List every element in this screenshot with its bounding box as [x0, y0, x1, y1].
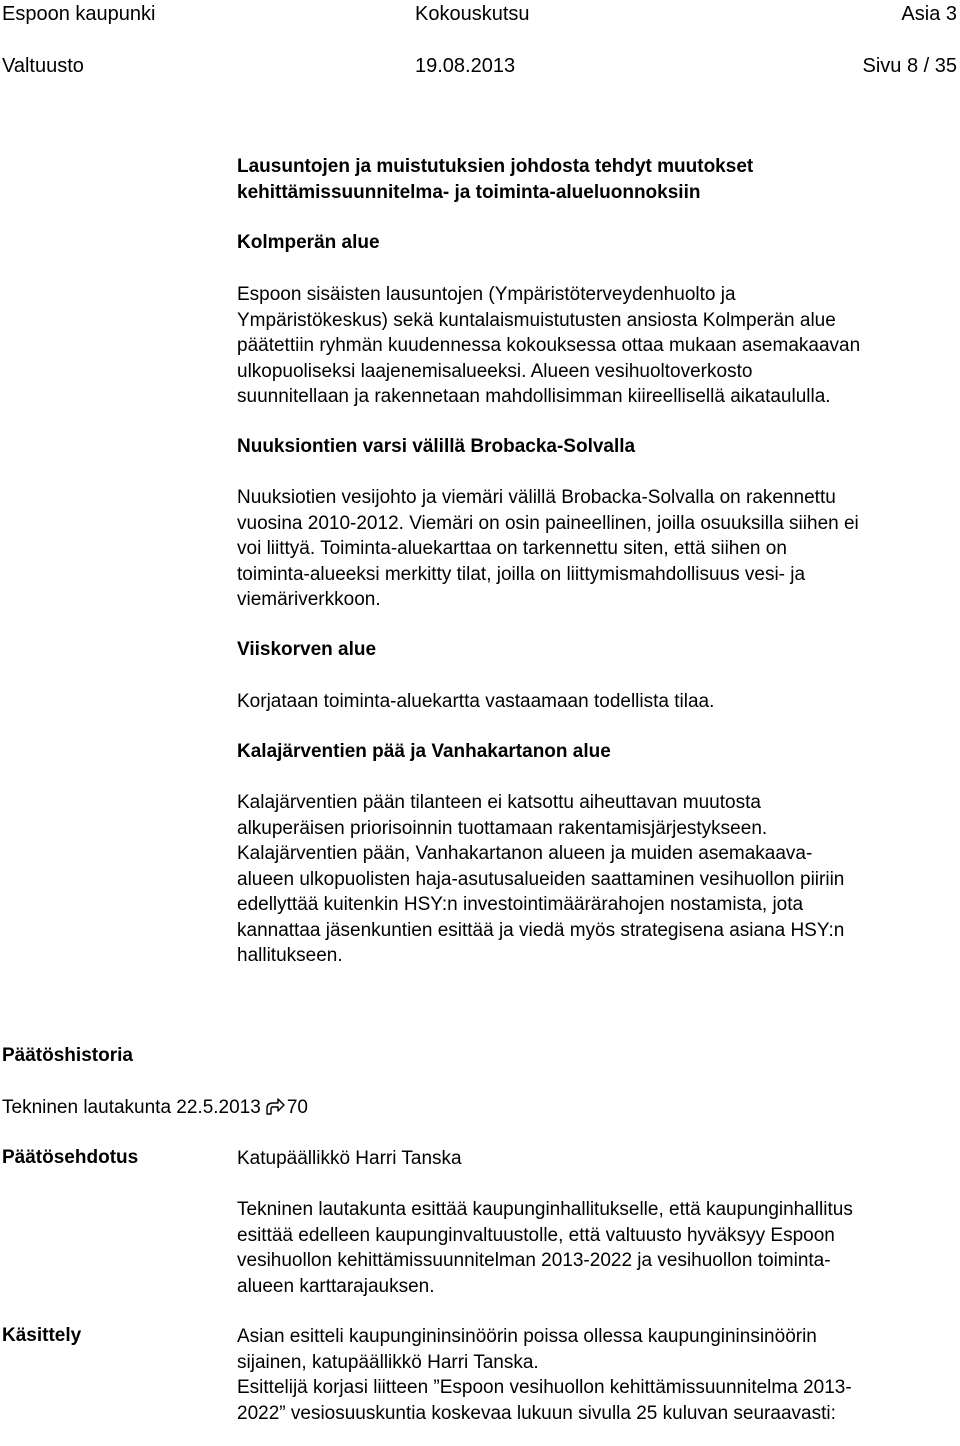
section-body-nuuksiontie	[237, 485, 859, 613]
handling-correction	[237, 1375, 852, 1426]
text-line: alueen ulkopuolisten haja-asutusalueiden saattaminen vesihuollon piiriin	[237, 868, 845, 890]
text-line: Ympäristökeskus) sekä kuntalaismuistutusten ansiosta Kolmperän alue	[237, 309, 836, 331]
section-heading-kolmpera: Kolmperän alue	[237, 232, 380, 253]
text-line: Kalajärventien pään tilanteen ei katsottu aiheuttavan muutosta	[237, 792, 761, 813]
proposal-body	[237, 1197, 853, 1299]
header-organization: Espoon kaupunki	[2, 3, 156, 25]
handling-body	[237, 1324, 817, 1375]
text-line: viemäriverkkoon.	[237, 589, 381, 610]
header-doc-type: Kokouskutsu	[415, 3, 530, 25]
text-line: esittää edelleen kaupunginvaltuustolle, että valtuusto hyväksyy Espoon	[237, 1224, 835, 1246]
section-heading-kalajarventie: Kalajärventien pää ja Vanhakartanon alue	[237, 741, 611, 762]
text-line: Esittelijä korjasi liitteen ”Espoon vesihuollon kehittämissuunnitelma 2013-	[237, 1377, 852, 1398]
arrow-icon	[265, 1098, 285, 1116]
text-line: Korjataan toiminta-aluekartta vastaamaan todellista tilaa.	[237, 691, 715, 712]
proposal-label: Päätösehdotus	[2, 1147, 139, 1168]
title-line: Lausuntojen ja muistutuksien johdosta tehdyt muutokset	[237, 156, 754, 177]
document-title	[237, 154, 753, 205]
header-date: 19.08.2013	[415, 55, 516, 77]
text-line: suunnitellaan ja rakennetaan mahdollisimman kiireellisellä aikataululla.	[237, 386, 831, 407]
title-line: kehittämissuunnitelma- ja toiminta-alueluonnoksiin	[237, 181, 701, 203]
section-heading-viiskorpi: Viiskorven alue	[237, 639, 377, 660]
text-line: vesihuollon kehittämissuunnitelman 2013-2022 ja vesihuollon toiminta-	[237, 1250, 831, 1271]
text-line: Nuuksiotien vesijohto ja viemäri välillä Brobacka-Solvalla on rakennettu	[237, 487, 836, 508]
header-page: Sivu 8 / 35	[862, 55, 957, 77]
handling-label: Käsittely	[2, 1325, 82, 1346]
history-entry-number: 70	[286, 1097, 308, 1118]
header-body: Valtuusto	[2, 55, 84, 77]
text-line: toiminta-alueeksi merkitty tilat, joilla on liittymismahdollisuus vesi- ja	[237, 563, 806, 585]
header-item: Asia 3	[901, 3, 957, 25]
text-line: 2022” vesiosuuskuntia koskevaa lukuun sivulla 25 kuluvan seuraavasti:	[237, 1402, 836, 1424]
text-line: Tekninen lautakunta esittää kaupunginhallitukselle, että kaupunginhallitus	[237, 1199, 853, 1220]
text-line: päätettiin ryhmän kuudennessa kokouksessa ottaa mukaan asemakaavan	[237, 335, 861, 356]
text-line: edellyttää kuitenkin HSY:n investointimäärärahojen nostamista, jota	[237, 894, 804, 915]
section-body-kalajarventie	[237, 790, 844, 969]
history-heading: Päätöshistoria	[2, 1045, 133, 1066]
section-body-viiskorpi	[237, 689, 714, 715]
text-line: Asian esitteli kaupungininsinöörin poissa ollessa kaupungininsinöörin	[237, 1326, 817, 1347]
proposal-presenter	[237, 1146, 462, 1172]
section-body-kolmpera	[237, 282, 860, 410]
text-line: alueen karttarajauksen.	[237, 1275, 435, 1297]
text-line: voi liittyä. Toiminta-aluekarttaa on tarkennettu siten, että siihen on	[237, 538, 787, 559]
history-entry[interactable]	[2, 1095, 308, 1121]
history-entry-text: Tekninen lautakunta 22.5.2013	[2, 1097, 261, 1118]
text-line: vuosina 2010-2012. Viemäri on osin paineellinen, joilla osuuksilla siihen ei	[237, 512, 859, 534]
section-heading-nuuksiontie: Nuuksiontien varsi välillä Brobacka-Solvalla	[237, 436, 636, 457]
text-line: Espoon sisäisten lausuntojen (Ympäristöterveydenhuolto ja	[237, 284, 736, 305]
text-line: sijainen, katupäällikkö Harri Tanska.	[237, 1351, 539, 1373]
text-line: alkuperäisen priorisoinnin tuottamaan rakentamisjärjestykseen.	[237, 817, 768, 839]
text-line: ulkopuoliseksi laajenemisalueeksi. Alueen vesihuoltoverkosto	[237, 360, 753, 382]
text-line: Kalajärventien pään, Vanhakartanon alueen ja muiden asemakaava-	[237, 843, 813, 864]
text-line: hallitukseen.	[237, 945, 343, 966]
text-line: kannattaa jäsenkuntien esittää ja viedä myös strategisena asiana HSY:n	[237, 919, 845, 941]
text-line: Katupäällikkö Harri Tanska	[237, 1148, 462, 1169]
